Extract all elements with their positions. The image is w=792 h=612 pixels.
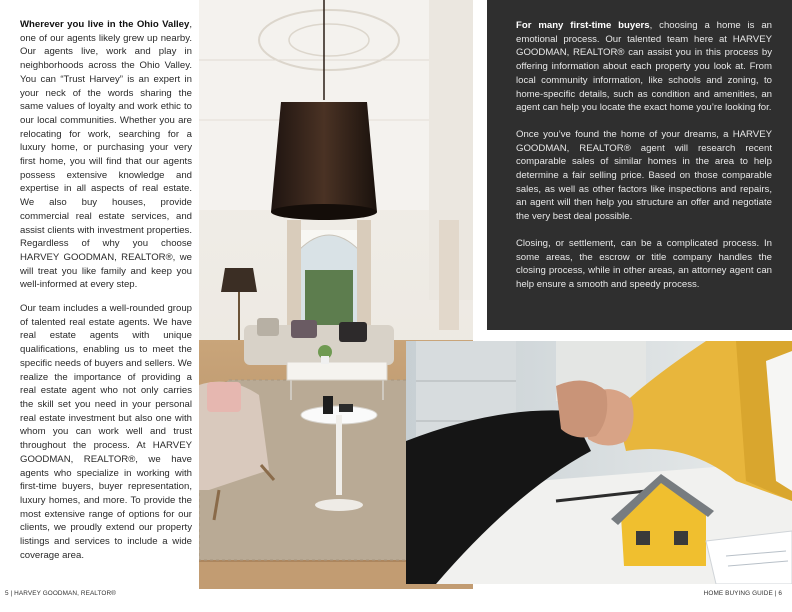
right-paragraph-2: Once you’ve found the home of your dreams, a HARVEY GOODMAN, REALTOR® agent will research recent comparable sales of similar homes in the area to help determine a fair selling price. Based on those comparable sales, as well as other factors like inspections and repairs, an agent will then help you structure an offer and negotiate the very best deal possible. <box>516 128 772 223</box>
footer-left: 5 | HARVEY GOODMAN, REALTOR® <box>5 590 116 597</box>
right-paragraph-1 <box>516 19 772 115</box>
right-paragraph-1-body: , choosing a home is an emotional process. Our talented team here at HARVEY GOODMAN, REALTOR® can assist you in this process by offering information about each property you look at. From local community information, like schools and zoning, to home-specific details, such as condition and amenities, an agent can help you locate the exact home you’re looking for. <box>516 20 772 114</box>
right-lead-text: For many first-time buyers <box>516 20 650 31</box>
left-paragraph-2: Our team includes a well-rounded group of talented real estate agents. We have real estate agents with unique qualifications, enabling us to meet the specific needs of buyers and sellers. We realize the importance of providing a real estate agent who not only carries the skill set you need in your personal real estate investment but also one with whom you can work well and trust throughout the process. At HARVEY GOODMAN, REALTOR®, we have agents who specialize in working with first-time buyers, buyer representation, luxury homes, and more. To provide the most extensive range of options for our clients, we proudly extend our property listings and services to include a wide coverage area. <box>20 303 192 561</box>
left-lead-text: Wherever you live in the Ohio Valley <box>20 19 190 30</box>
dark-text-panel <box>487 0 792 330</box>
left-paragraph-1-body: , one of our agents likely grew up nearby. Our agents live, work and play in neighborhoods across the Ohio Valley. You can “Trust Harvey” is an expert in your neck of the words sharing the same values of loyalty and work ethic to our local communities. Whether you are relocating for work, searching for a luxury home, or purchasing your very first home, you will find that our agents possess extensive knowledge and expertise in all aspects of real estate. We also buy houses, provide commercial real estate services, and assist clients with investment properties. Regardless of why you choose HARVEY GOODMAN, REALTOR®, we will treat you like family and keep you well-informed at every step. <box>20 19 192 291</box>
handshake-photo <box>406 341 792 584</box>
left-paragraph-1 <box>20 18 192 292</box>
footer-right: HOME BUYING GUIDE | 6 <box>703 590 782 597</box>
right-paragraph-3: Closing, or settlement, can be a complicated process. In some areas, the escrow or title company handles the closing process, while in other areas, an attorney agent can help ensure a smooth and speedy process. <box>516 237 772 290</box>
left-text-column <box>20 18 192 572</box>
